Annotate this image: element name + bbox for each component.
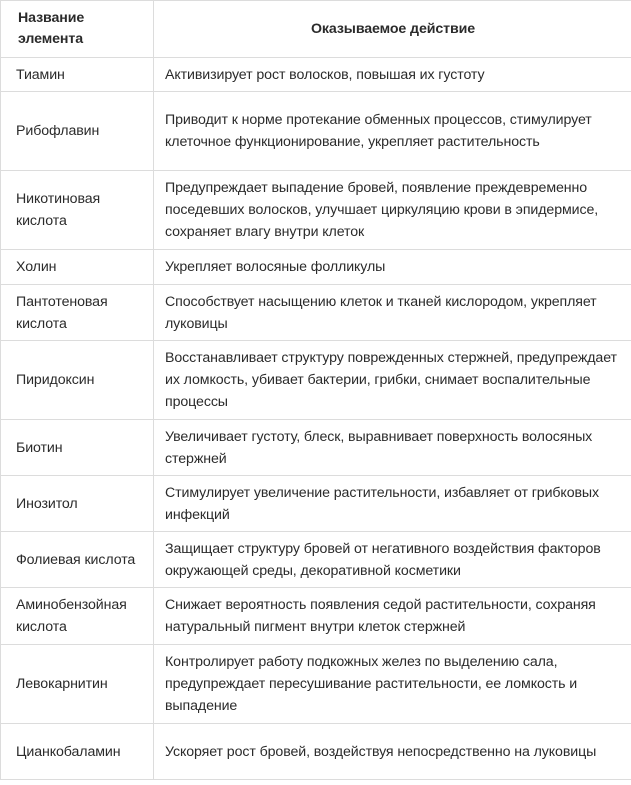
table-body bbox=[1, 58, 631, 780]
table-row bbox=[1, 476, 631, 532]
element-name-cell: Рибофлавин bbox=[1, 92, 154, 171]
element-name-cell: Биотин bbox=[1, 420, 154, 476]
table-row bbox=[1, 171, 631, 250]
effect-cell: Стимулирует увеличение растительности, избавляет от грибковых инфекций bbox=[154, 476, 631, 532]
element-name-cell: Цианкобаламин bbox=[1, 724, 154, 780]
element-name-cell: Пиридоксин bbox=[1, 341, 154, 420]
effect-cell: Увеличивает густоту, блеск, выравнивает поверхность волосяных стержней bbox=[154, 420, 631, 476]
table-row bbox=[1, 250, 631, 285]
effect-cell: Предупреждает выпадение бровей, появление преждевременно поседевших волосков, улучшает циркуляцию крови в эпидермисе, сохраняет влагу внутри клеток bbox=[154, 171, 631, 250]
effect-cell: Укрепляет волосяные фолликулы bbox=[154, 250, 631, 285]
element-name-cell: Холин bbox=[1, 250, 154, 285]
element-name-cell: Пантотеновая кислота bbox=[1, 285, 154, 341]
effect-cell: Активизирует рост волосков, повышая их густоту bbox=[154, 58, 631, 92]
table-row bbox=[1, 92, 631, 171]
table-row bbox=[1, 588, 631, 645]
effect-cell: Приводит к норме протекание обменных процессов, стимулирует клеточное функционирование, укрепляет растительность bbox=[154, 92, 631, 171]
table-row bbox=[1, 420, 631, 476]
element-name-cell: Левокарнитин bbox=[1, 645, 154, 724]
effect-cell: Способствует насыщению клеток и тканей кислородом, укрепляет луковицы bbox=[154, 285, 631, 341]
effect-cell: Защищает структуру бровей от негативного воздействия факторов окружающей среды, декоративной косметики bbox=[154, 532, 631, 588]
effect-cell: Восстанавливает структуру поврежденных стержней, предупреждает их ломкость, убивает бактерии, грибки, снимает воспалительные процессы bbox=[154, 341, 631, 420]
table-row bbox=[1, 645, 631, 724]
effect-cell: Контролирует работу подкожных желез по выделению сала, предупреждает пересушивание растительности, ее ломкость и выпадение bbox=[154, 645, 631, 724]
header-element-name: Название элемента bbox=[1, 1, 154, 58]
table-row bbox=[1, 285, 631, 341]
header-row bbox=[1, 1, 631, 58]
element-name-cell: Тиамин bbox=[1, 58, 154, 92]
element-name-cell: Никотиновая кислота bbox=[1, 171, 154, 250]
header-effect: Оказываемое действие bbox=[154, 1, 631, 58]
element-name-cell: Аминобензойная кислота bbox=[1, 588, 154, 645]
table-row bbox=[1, 58, 631, 92]
table-row bbox=[1, 724, 631, 780]
element-name-cell: Фолиевая кислота bbox=[1, 532, 154, 588]
element-name-cell: Инозитол bbox=[1, 476, 154, 532]
table-header bbox=[1, 1, 631, 58]
table-row bbox=[1, 532, 631, 588]
table-row bbox=[1, 341, 631, 420]
effect-cell: Снижает вероятность появления седой растительности, сохраняя натуральный пигмент внутри клеток стержней bbox=[154, 588, 631, 645]
effect-cell: Ускоряет рост бровей, воздействуя непосредственно на луковицы bbox=[154, 724, 631, 780]
